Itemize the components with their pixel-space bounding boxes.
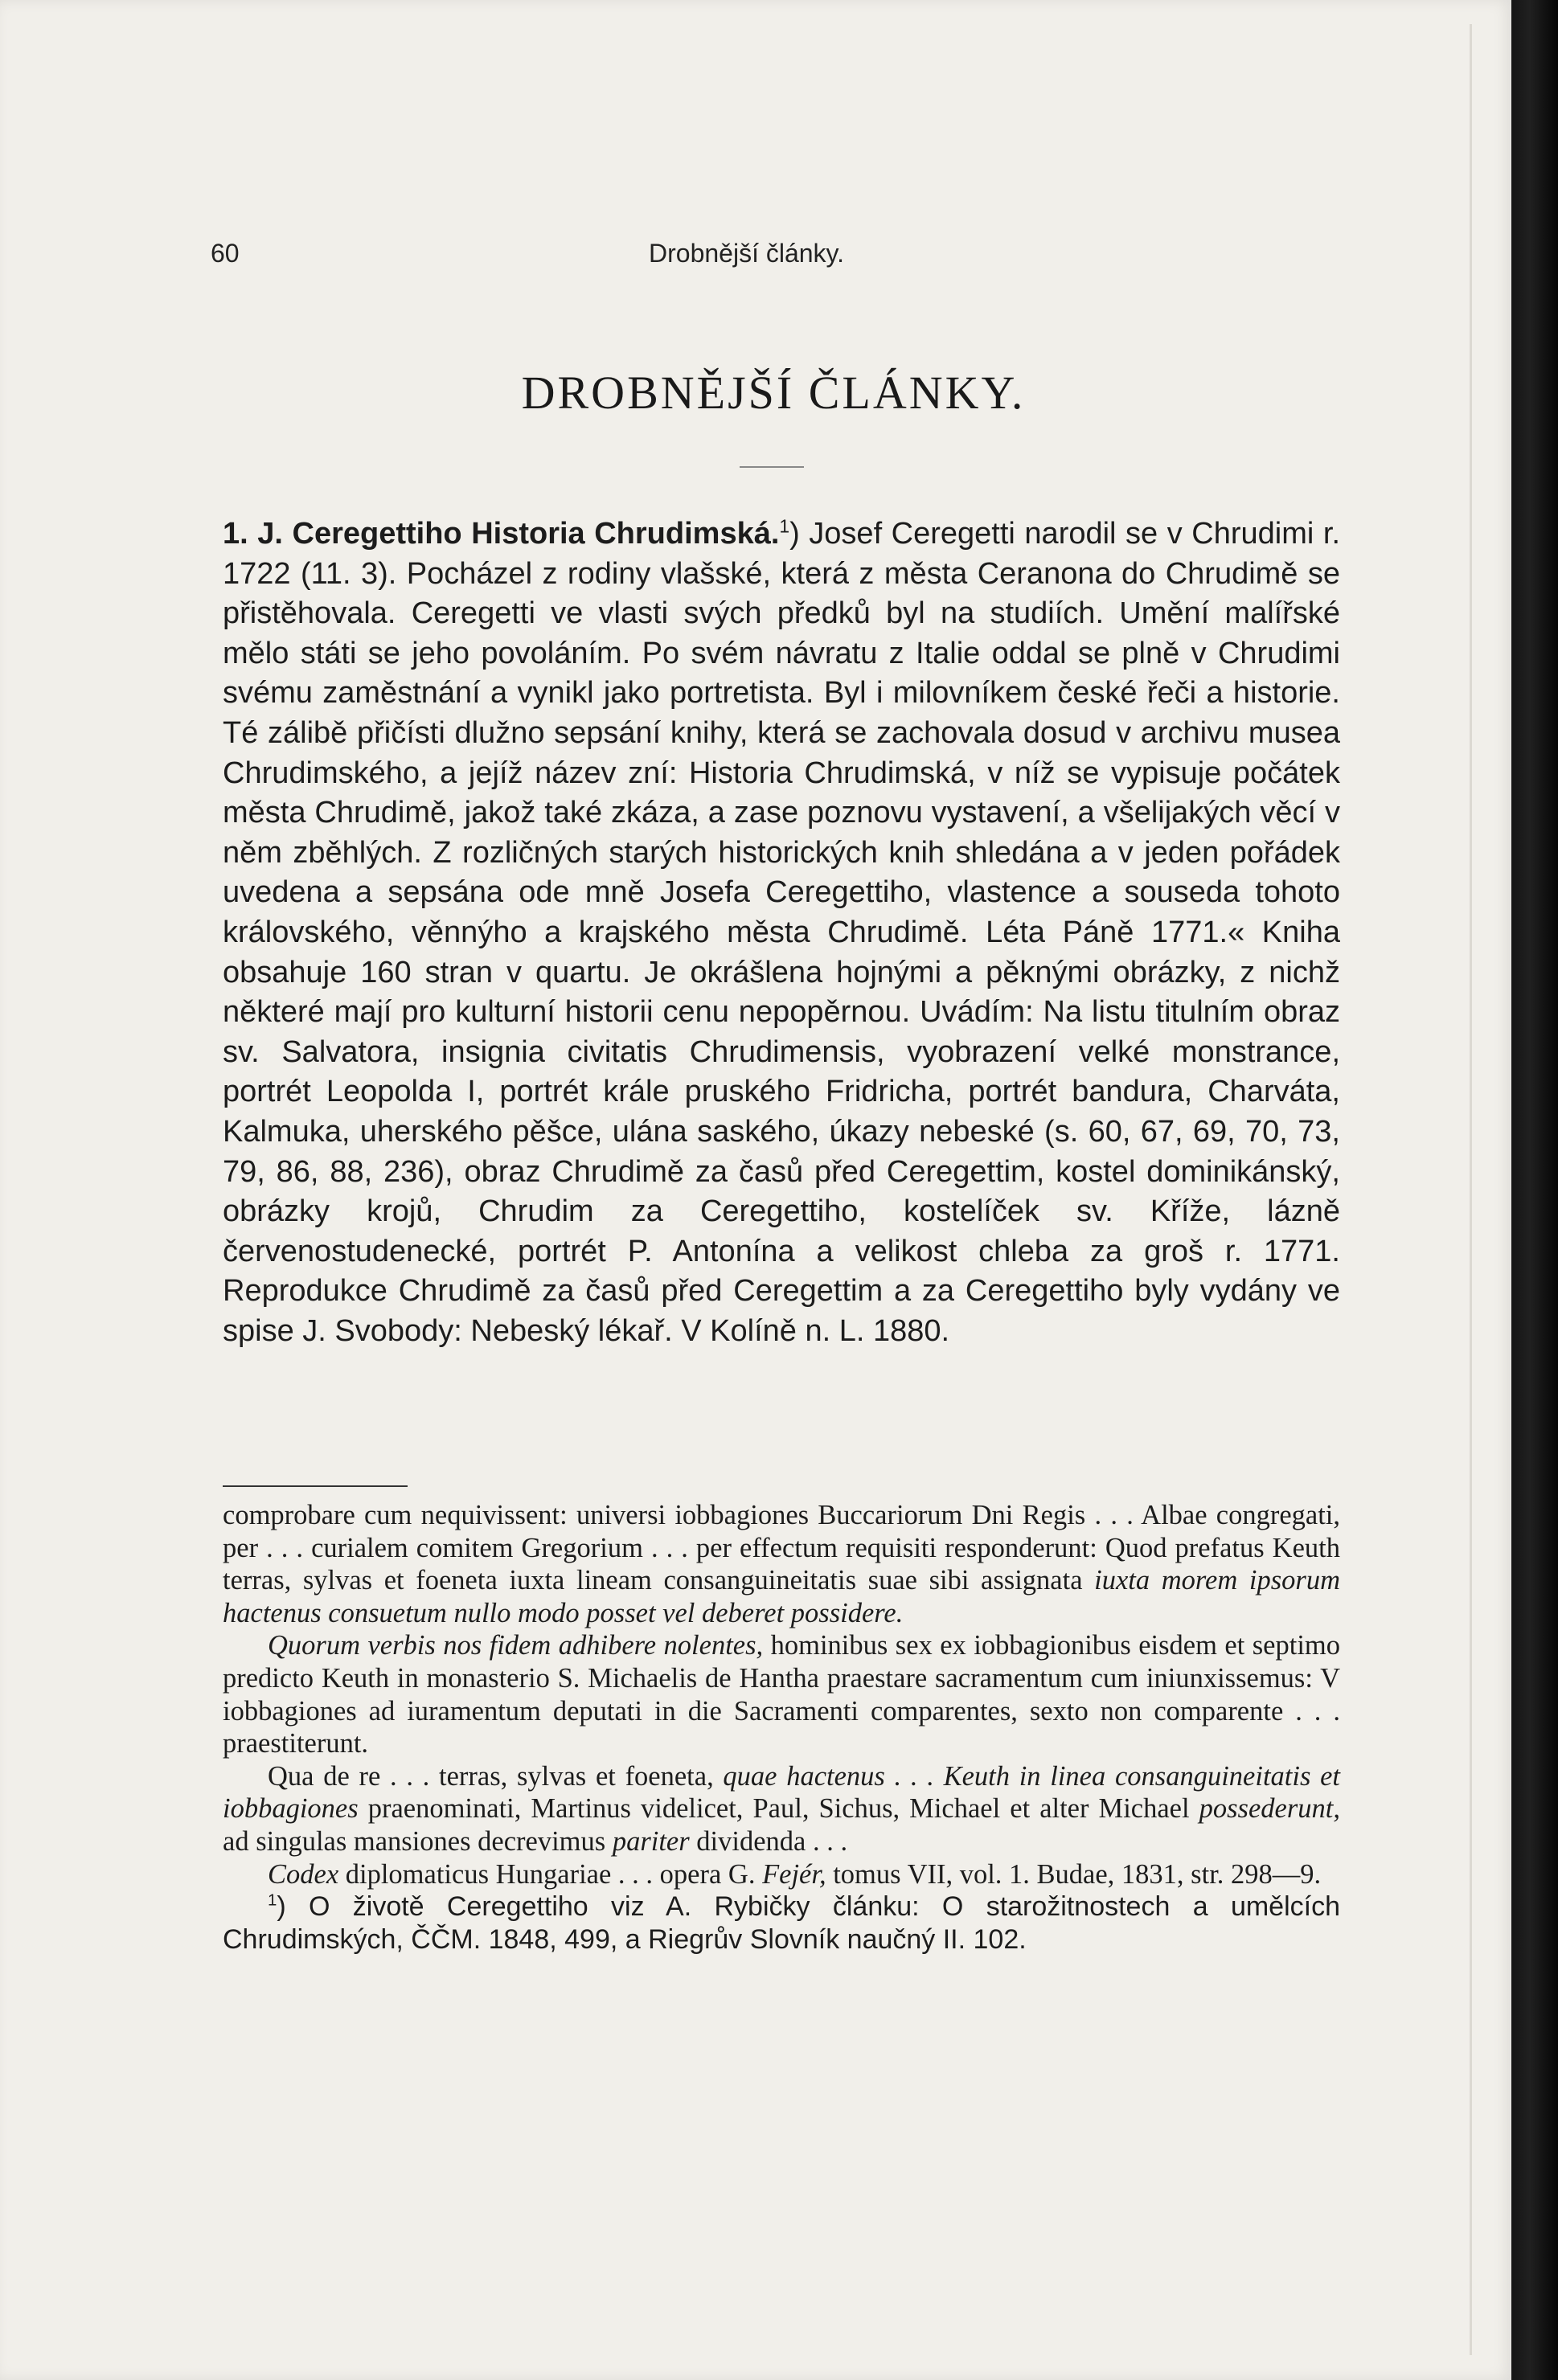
footnote-text: ) O životě Ceregettiho viz A. Rybičky článku: O starožitnostech a umělcích Chrudimských, ČČM. 1848, 499, a Riegrův Slovník naučný II. 102. bbox=[223, 1891, 1340, 1955]
running-header bbox=[211, 229, 1336, 277]
note-text: dividenda . . . bbox=[689, 1825, 848, 1857]
note-italic: iuxta morem ipsorum hactenus consuetum nullo modo posset vel deberet possidere. bbox=[223, 1565, 1341, 1628]
note-paragraph bbox=[223, 1760, 1340, 1858]
title-rule bbox=[740, 466, 804, 468]
scan-border bbox=[1511, 0, 1558, 2380]
footnote bbox=[223, 1890, 1340, 1956]
footnote-mark: 1 bbox=[268, 1891, 277, 1910]
article-number: 1. bbox=[223, 517, 248, 551]
footnote-reference: 1 bbox=[779, 515, 790, 537]
note-text: praenominati, Martinus videlicet, Paul, Sichus, Michael et alter Michael bbox=[358, 1793, 1199, 1825]
note-text: diplomaticus Hungariae . . . opera G. bbox=[338, 1858, 763, 1890]
note-text: comprobare cum nequivissent: universi iobbagiones Buccariorum Dni Regis . . . Albae congregati, per . . . curialem comitem Gregorium . . . per effectum requisiti responderunt: Quod prefatus Keuth terras, sylvas et foeneta iuxta lineam consanguineitatis suae sibi assignata bbox=[223, 1500, 1340, 1596]
note-italic: Codex bbox=[268, 1858, 339, 1890]
notes-rule bbox=[223, 1485, 408, 1487]
note-text: Qua de re . . . terras, sylvas et foeneta, bbox=[268, 1760, 724, 1792]
note-italic: pariter bbox=[612, 1825, 690, 1857]
notes-block bbox=[223, 1499, 1340, 1956]
section-title: DROBNĚJŠÍ ČLÁNKY. bbox=[521, 367, 1026, 419]
note-italic: Fejér, bbox=[762, 1858, 826, 1890]
article-body bbox=[223, 514, 1340, 1351]
note-italic: Quorum verbis nos fidem adhibere nolentes, bbox=[268, 1630, 764, 1661]
article-heading: J. Ceregettiho Historia Chrudimská. bbox=[257, 517, 780, 551]
page-number: 60 bbox=[211, 239, 240, 268]
note-text: hominibus sex ex iobbagionibus eisdem et septimo predicto Keuth in monasterio S. Michaelis de Hantha praestare sacramentum cum iniunxissemus: V iobbagiones ad iuramentum deputati in die Sacramenti comparentes, sexto non comparente . . . praestiterunt. bbox=[223, 1630, 1340, 1759]
article-text: ) Josef Ceregetti narodil se v Chrudimi r. 1722 (11. 3). Pocházel z rodiny vlašské, která z města Ceranona do Chrudimě se přistěhovala. Ceregetti ve vlasti svých předků byl na studiích. Umění malířské mělo státi se jeho povoláním. Po svém návratu z Italie oddal se plně v Chrudimi svému zaměstnání a vynikl jako portretista. Byl i milovníkem české řeči a historie. Té zálibě přičísti dlužno sepsání knihy, která se zachovala dosud v archivu musea Chrudimského, a jejíž název zní: Historia Chrudimská, v níž se vypisuje počátek města Chrudimě, jakož také zkáza, a zase poznovu vystavení, a všelijakých věcí v něm zběhlých. Z rozličných starých historických knih shledána a v jeden pořádek uvedena a sepsána ode mně Josefa Ceregettiho, vlastence a souseda tohoto královského, věnnýho a krajského města Chrudimě. Léta Páně 1771.« Kniha obsahuje 160 stran v quartu. Je okrášlena hojnými a pěknými obrázky, z nichž některé mají pro kulturní historii cenu nepopěrnou. Uvádím: Na listu titulním obraz sv. Salvatora, insignia civitatis Chrudimensis, vyobrazení velké monstrance, portrét Leopolda I, portrét krále pruského Fridricha, portrét bandura, Charváta, Kalmuka, uherského pěšce, ulána saského, úkazy nebeské (s. 60, 67, 69, 70, 73, 79, 86, 88, 236), obraz Chrudimě za časů před Ceregettim, kostel dominikánský, obrázky krojů, Chrudim za Ceregettiho, kostelíček sv. Kříže, lázně červenostudenecké, portrét P. Antonína a velikost chleba za groš r. 1771. Reprodukce Chrudimě za časů před Ceregettim a za Ceregettiho byly vydány ve spise J. Svobody: Nebeský lékař. V Kolíně n. L. 1880. bbox=[223, 517, 1340, 1348]
note-paragraph bbox=[223, 1629, 1340, 1759]
citation bbox=[223, 1858, 1340, 1891]
page-edge-line bbox=[1470, 24, 1472, 2355]
note-italic: possederunt, bbox=[1199, 1793, 1340, 1825]
note-text: ad singulas mansiones decrevimus bbox=[223, 1825, 613, 1857]
note-italic: quae hactenus . . . Keuth in linea consanguineitatis et iobbagiones bbox=[223, 1760, 1340, 1825]
note-text: tomus VII, vol. 1. Budae, 1831, str. 298—9. bbox=[826, 1858, 1322, 1890]
note-paragraph bbox=[223, 1499, 1340, 1629]
running-title: Drobnější články. bbox=[649, 239, 845, 268]
